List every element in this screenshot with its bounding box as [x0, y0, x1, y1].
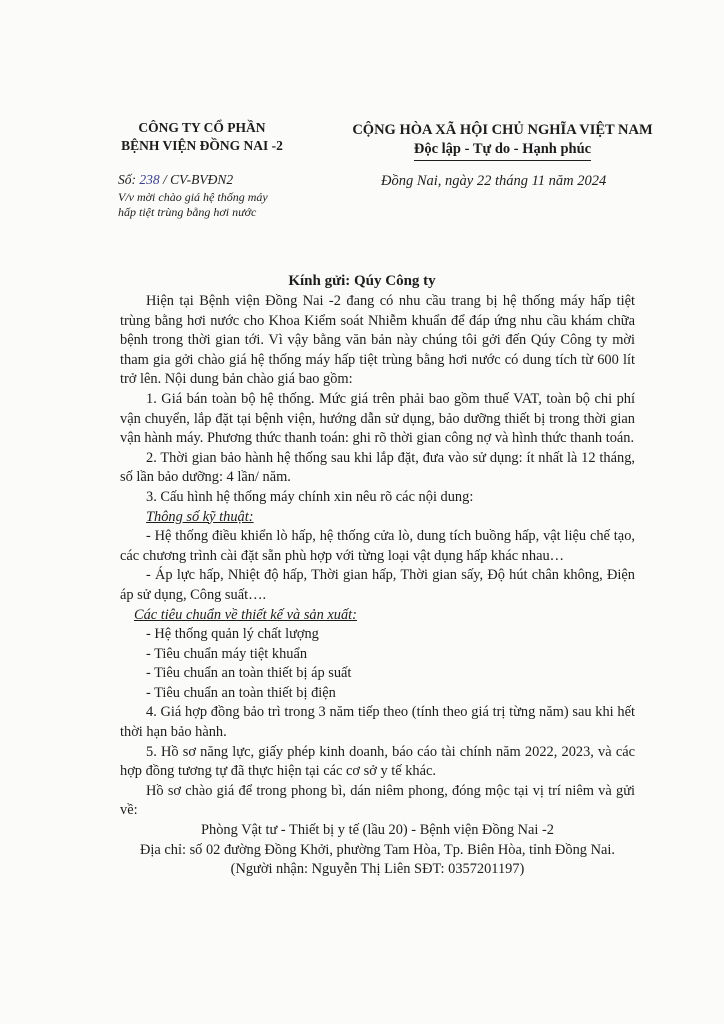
ref-suffix: / CV-BVĐN2 [163, 172, 234, 187]
standard-2: - Tiêu chuẩn máy tiệt khuẩn [146, 645, 308, 662]
standard-1: - Hệ thống quản lý chất lượng [146, 626, 319, 643]
letter-body [120, 292, 635, 880]
standards-heading: Các tiêu chuẩn về thiết kế và sản xuất: [134, 606, 357, 623]
item-1: 1. Giá bán toàn bộ hệ thống. Mức giá trên phải bao gồm thuế VAT, toàn bộ chi phí vận chuyển, lắp đặt tại bệnh viện, hướng dẫn sử dụng, bảo dưỡng thiết bị trong thời gian vận hành máy. Phương thức thanh toán: ghi rõ thời gian công nợ và hình thức thanh toán. [120, 390, 635, 447]
national-header [350, 121, 655, 161]
item-2: 2. Thời gian bảo hành hệ thống sau khi lắp đặt, đưa vào sử dụng: ít nhất là 12 tháng, số lần bảo dưỡng: 4 lần/ năm. [120, 449, 635, 486]
country-name: CỘNG HÒA XÃ HỘI CHỦ NGHĨA VIỆT NAM [352, 122, 653, 138]
item-4: 4. Giá hợp đồng bảo trì trong 3 năm tiếp theo (tính theo giá trị từng năm) sau khi hết thời hạn bảo hành. [120, 704, 635, 741]
subject-line-2: hấp tiệt trùng bằng hơi nước [118, 205, 257, 219]
spec-heading: Thông số kỹ thuật: [146, 508, 254, 525]
closing-paragraph: Hồ sơ chào giá để trong phong bì, dán niêm phong, đóng mộc tại vị trí niêm và gửi về: [120, 782, 635, 819]
document-reference [118, 172, 318, 220]
national-motto: Độc lập - Tự do - Hạnh phúc [414, 140, 591, 161]
standard-4: - Tiêu chuẩn an toàn thiết bị điện [146, 684, 336, 701]
address-line-2: Địa chỉ: số 02 đường Đồng Khởi, phường Tam Hòa, Tp. Biên Hòa, tỉnh Đồng Nai. [140, 841, 615, 858]
ref-number: 238 [139, 172, 160, 187]
greeting: Kính gửi: Qúy Công ty [288, 273, 436, 289]
org-line-1: CÔNG TY CỔ PHẦN [138, 120, 266, 135]
standard-3: - Tiêu chuẩn an toàn thiết bị áp suất [146, 665, 352, 682]
item-5: 5. Hồ sơ năng lực, giấy phép kinh doanh, báo cáo tài chính năm 2022, 2023, và các hợp đồng tương tự đã thực hiện tại các cơ sở y tế khác. [120, 743, 635, 780]
address-line-3: (Người nhận: Nguyễn Thị Liên SĐT: 0357201197) [230, 861, 525, 878]
document-date: Đồng Nai, ngày 22 tháng 11 năm 2024 [381, 173, 607, 189]
item-3: 3. Cấu hình hệ thống máy chính xin nêu rõ các nội dung: [146, 488, 474, 505]
ref-prefix: Số: [118, 172, 136, 187]
org-line-2: BỆNH VIỆN ĐỒNG NAI -2 [121, 138, 283, 153]
organization-header [112, 119, 292, 155]
intro-paragraph: Hiện tại Bệnh viện Đồng Nai -2 đang có nhu cầu trang bị hệ thống máy hấp tiệt trùng bằng hơi nước cho Khoa Kiểm soát Nhiễm khuẩn để đáp ứng nhu cầu khám chữa bệnh trong thời gian tới. Vì vậy bằng văn bản này chúng tôi gởi đến Qúy Công ty mời tham gia gởi chào giá hệ thống máy hấp tiệt trùng bằng hơi nước có dung tích từ 600 lít trở lên. Nội dung bản chào giá bao gồm: [120, 293, 635, 388]
spec-1: - Hệ thống điều khiển lò hấp, hệ thống cửa lò, dung tích buồng hấp, vật liệu chế tạo, các chương trình cài đặt sẵn phù hợp với từng loại vật dụng hấp khác nhau… [120, 528, 635, 564]
subject-line-1: V/v mời chào giá hệ thống máy [118, 190, 268, 204]
spec-2: - Áp lực hấp, Nhiệt độ hấp, Thời gian hấp, Thời gian sấy, Độ hút chân không, Điện áp sử dụng, Công suất…. [120, 567, 635, 603]
address-line-1: Phòng Vật tư - Thiết bị y tế (lầu 20) - Bệnh viện Đồng Nai -2 [201, 822, 554, 839]
